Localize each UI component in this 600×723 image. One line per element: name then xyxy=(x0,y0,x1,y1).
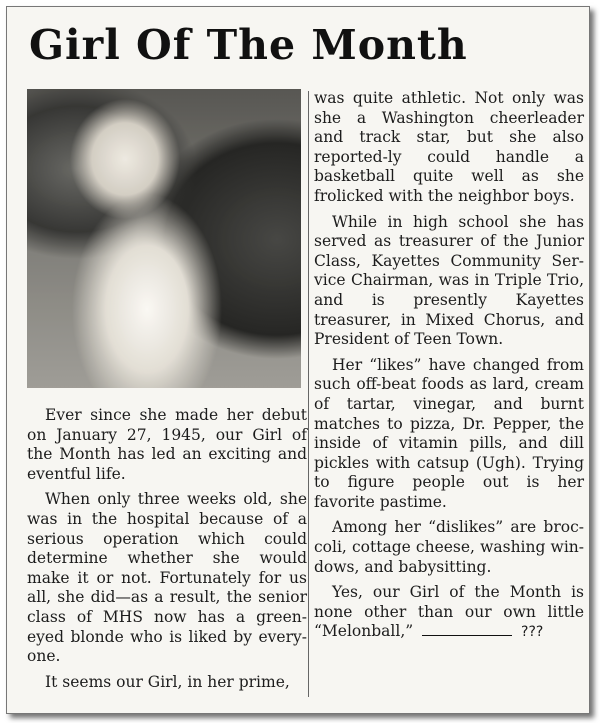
closing-text: Yes, our Girl of the Month is none other than our own little “Melonball,” xyxy=(314,583,584,641)
photo-toddler-girl xyxy=(27,89,301,388)
answer-mark: ??? xyxy=(521,624,544,641)
left-column xyxy=(27,89,307,692)
paragraph: While in high school she has served as treasurer of the Junior Class, Kayettes Community Ser-vice Chairman, was in Triple Trio, and is presently Kayettes treasurer, in Mixed Chorus, and President of Teen Town. xyxy=(314,212,584,349)
column-rule xyxy=(308,91,309,697)
newspaper-clipping xyxy=(6,6,590,714)
paragraph: Her “likes” have changed from such off-beat foods as lard, cream of tartar, vinegar, and burnt matches to pizza, Dr. Pepper, the inside of vitamin pills, and dill pickles with catsup (Ugh). Trying to figure people out is her favorite pastime. xyxy=(314,355,584,511)
closing-paragraph xyxy=(314,583,584,643)
paragraph: It seems our Girl, in her prime, xyxy=(45,672,290,691)
paragraph: was quite athletic. Not only was she a Washington cheerleader and track star, but she also reported-ly could handle a basketball quite well as she frolicked with the neighbor boys. xyxy=(314,89,584,205)
headline: Girl Of The Month xyxy=(29,21,468,69)
paragraph: Among her “dislikes” are broc-coli, cottage cheese, washing win-dows, and babysitting. xyxy=(314,518,584,576)
paragraph: Ever since she made her debut on January 27, 1945, our Girl of the Month has led an exciting and eventful life. xyxy=(27,406,307,483)
paragraph: When only three weeks old, she was in the hospital because of a serious operation which could determine whether she would make it or not. Fortunately for us all, she did—as a result, the senior class of MHS now has a green-eyed blonde who is liked by every-one. xyxy=(27,490,307,666)
right-column xyxy=(314,89,584,643)
answer-blank xyxy=(422,635,512,636)
